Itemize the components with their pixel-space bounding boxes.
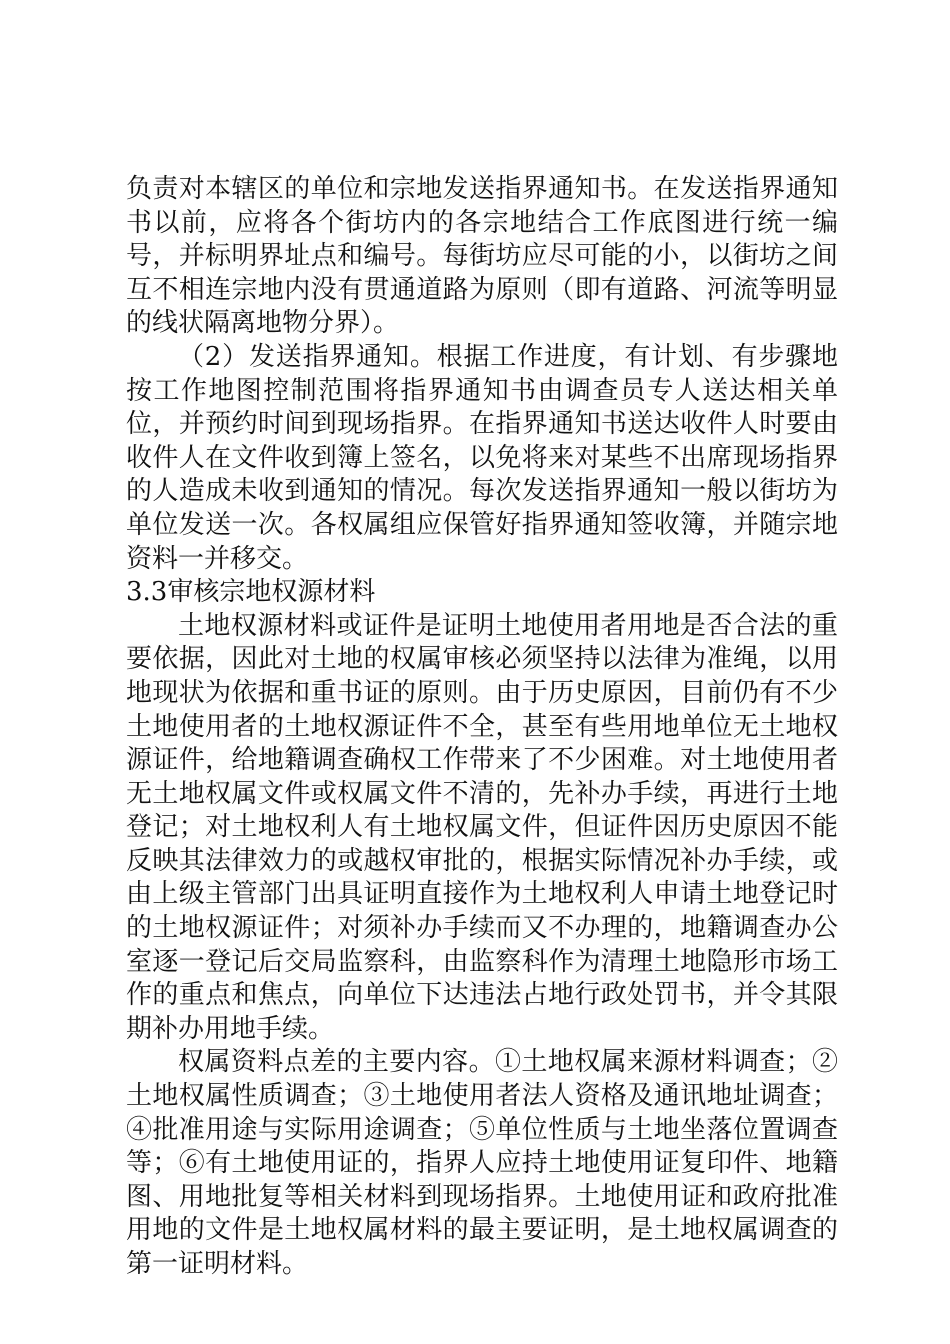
paragraph-ownership-survey-items: 权属资料点差的主要内容。①土地权属来源材料调查；②土地权属性质调查；③土地使用者法人资格及通讯地址调查；④批准用途与实际用途调查；⑤单位性质与土地坐落位置调查等；⑥有土地使用证的，指界人应持土地使用证复印件、地籍图、用地批复等相关材料到现场指界。土地使用证和政府批准用地的文件是土地权属材料的最主要证明，是土地权属调查的第一证明材料。 bbox=[126, 1047, 838, 1279]
paragraph-boundary-notice-intro: 负责对本辖区的单位和宗地发送指界通知书。在发送指界通知书以前，应将各个街坊内的各宗地结合工作底图进行统一编号，并标明界址点和编号。每街坊应尽可能的小，以街坊之间互不相连宗地内没有贯通道路为原则（即有道路、河流等明显的线状隔离地物分界）。 bbox=[126, 174, 838, 339]
section-heading-3-3: 3.3审核宗地权源材料 bbox=[126, 577, 376, 608]
paragraph-send-notice: （2）发送指界通知。根据工作进度，有计划、有步骤地按工作地图控制范围将指界通知书由调查员专人送达相关单位，并预约时间到现场指界。在指界通知书送达收件人时要由收件人在文件收到簿上签名，以免将来对某些不出席现场指界的人造成未收到通知的情况。每次发送指界通知一般以街坊为单位发送一次。各权属组应保管好指界通知签收簿，并随宗地资料一并移交。 bbox=[126, 341, 838, 574]
document-body bbox=[126, 173, 838, 1282]
paragraph-land-source-review: 土地权源材料或证件是证明土地使用者用地是否合法的重要依据，因此对土地的权属审核必须坚持以法律为准绳，以用地现状为依据和重书证的原则。由于历史原因，目前仍有不少土地使用者的土地权源证件不全，甚至有些用地单位无土地权源证件，给地籍调查确权工作带来了不少困难。对土地使用者无土地权属文件或权属文件不清的，先补办手续，再进行土地登记；对土地权利人有土地权属文件，但证件因历史原因不能反映其法律效力的或越权审批的，根据实际情况补办手续，或由上级主管部门出具证明直接作为土地权利人申请土地登记时的土地权源证件；对须补办手续而又不办理的，地籍调查办公室逐一登记后交局监察科，由监察科作为清理土地隐形市场工作的重点和焦点，向单位下达违法占地行政处罚书，并令其限期补办用地手续。 bbox=[126, 610, 838, 1044]
